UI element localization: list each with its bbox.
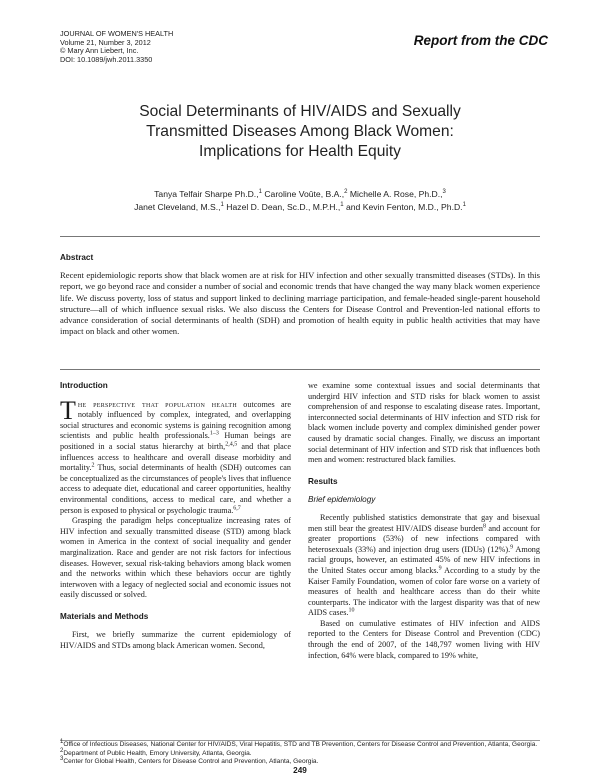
abstract-heading: Abstract bbox=[60, 253, 94, 262]
left-column bbox=[60, 381, 291, 652]
author-name: Hazel D. Dean, Sc.D., M.P.H., bbox=[226, 201, 341, 212]
journal-info bbox=[60, 30, 173, 64]
citation: 1–3 bbox=[209, 430, 219, 437]
author-affil: 3 bbox=[442, 189, 446, 196]
footnote bbox=[60, 738, 540, 750]
author-line-2 bbox=[60, 201, 540, 214]
footnotes bbox=[60, 738, 540, 767]
author-affil: 1 bbox=[220, 201, 224, 208]
journal-name: JOURNAL OF WOMEN'S HEALTH bbox=[60, 29, 174, 38]
author-name: Tanya Telfair Sharpe Ph.D., bbox=[154, 189, 259, 199]
author-name: Janet Cleveland, M.S., bbox=[134, 201, 221, 212]
section-badge: Report from the CDC bbox=[413, 33, 548, 48]
divider bbox=[60, 236, 540, 237]
drop-cap: T bbox=[60, 395, 76, 425]
methods-paragraph-1: First, we briefly summarize the current epidemiology of HIV/AIDS and STDs among black American women. Second, bbox=[60, 630, 291, 651]
footnote bbox=[60, 747, 540, 759]
title-line-1: Social Determinants of HIV/AIDS and Sexually bbox=[139, 103, 461, 120]
intro-text: and that place influences access to healthcare and overall disease morbidity and mortality. bbox=[60, 441, 291, 473]
citation: 2,4,5 bbox=[225, 441, 238, 448]
author-line-1 bbox=[60, 188, 540, 201]
footnote-marker: 2 bbox=[60, 747, 64, 754]
right-paragraph-1: we examine some contextual issues and social determinants that undergird HIV infection and STD risks for black women to assist comprehension of and response to escalating disease rates. Important, interconnected social determinants of HIV infection and STD risk for black women include poverty and complex diminished gender power caused by dramatic social changes. Finally, we discuss an important social determinant of HIV infection and STD risk that influences both men and women: restructured black families. bbox=[308, 381, 540, 465]
footnote-text: Office of Infectious Diseases, National Center for HIV/AIDS, Viral Hepatitis, STD and TB Prevention, Centers for Disease Control and Prevention, Atlanta, Georgia. bbox=[63, 741, 538, 748]
author-name: Caroline Voûte, B.A., bbox=[264, 189, 345, 199]
volume-issue: Volume 21, Number 3, 2012 bbox=[60, 37, 151, 47]
footnote-text: Department of Public Health, Emory University, Atlanta, Georgia. bbox=[63, 749, 252, 757]
intro-lead-in: he perspective that population health bbox=[77, 399, 237, 409]
page-number: 249 bbox=[293, 766, 307, 775]
methods-heading: Materials and Methods bbox=[60, 611, 149, 621]
citation: 2 bbox=[91, 462, 95, 469]
right-column bbox=[308, 381, 540, 661]
citation: 10 bbox=[348, 607, 355, 614]
intro-text: outcomes are notably influenced by complex, integrated, and overlapping social structures and economic systems is gaining recognition among scientists and public health professionals. bbox=[60, 399, 291, 441]
right-paragraph-2 bbox=[308, 513, 540, 619]
title-line-2: Transmitted Diseases Among Black Women: bbox=[146, 123, 454, 140]
author-affil: 1 bbox=[258, 189, 262, 196]
citation: 8 bbox=[483, 522, 486, 529]
author-name: Michelle A. Rose, Ph.D., bbox=[349, 189, 443, 199]
body-text: and account for greater proportions (53%) of new infections compared with heterosexuals (33%) and injection drug users (IDUs) (12%). bbox=[308, 523, 541, 554]
copyright: © Mary Ann Liebert, Inc. bbox=[60, 46, 139, 56]
footnote-marker: 3 bbox=[60, 756, 64, 762]
abstract-text: Recent epidemiologic reports show that black women are at risk for HIV infection and other sexually transmitted diseases (STDs). In this report, we go beyond race and consider a number of social and economic trends that have changed the way many black women experience life. We discuss poverty, loss of status and support linked to declining marriage participation, and female-headed single-parent household structure—all of which influence sexual risks. We also discuss the Centers for Disease Control and Prevention-led national efforts to advance consideration of social determinants of health (SDH) and promotion of health equity in public health activities that may have impact on black and other women. bbox=[60, 270, 540, 337]
author-name: and Kevin Fenton, M.D., Ph.D. bbox=[346, 201, 463, 212]
body-text: Among racial groups, however, an estimated 45% of new HIV infections in the United States occur among blacks. bbox=[308, 544, 540, 575]
body-text: According to a study by the Kaiser Family Foundation, women of color fare worse on a variety of measures of health and healthcare access than do their white counterparts. The indicator with the largest disparity was that of new AIDS cases. bbox=[308, 565, 540, 618]
results-heading: Results bbox=[308, 476, 338, 486]
citation: 9 bbox=[510, 543, 514, 550]
footnote-marker: 1 bbox=[60, 738, 64, 745]
article-title bbox=[60, 102, 540, 162]
footnote-text: Center for Global Health, Centers for Disease Control and Prevention, Atlanta, Georgia. bbox=[63, 758, 319, 766]
author-list bbox=[60, 188, 540, 213]
author-affil: 1 bbox=[340, 201, 344, 208]
brief-epidemiology-heading: Brief epidemiology bbox=[308, 495, 376, 505]
title-line-3: Implications for Health Equity bbox=[199, 143, 401, 160]
intro-text: Thus, social determinants of health (SDH) outcomes can be conceptualized as the circumstances of people's lives that influence access to adequate diet, educational and career opportunities, healthy environmental conditions, access to medical care, and whether a person is exposed to physical or psychologic trauma. bbox=[60, 463, 291, 515]
citation: 6,7 bbox=[233, 504, 241, 511]
author-affil: 2 bbox=[344, 189, 348, 196]
divider bbox=[60, 369, 540, 370]
body-text: Recently published statistics demonstrate that gay and bisexual men still bear the greatest HIV/AIDS disease burden bbox=[308, 512, 540, 533]
author-affil: 1 bbox=[462, 201, 466, 208]
intro-paragraph-1 bbox=[60, 395, 291, 517]
intro-text: Human beings are positioned in a social status hierarchy at birth, bbox=[60, 431, 291, 451]
right-paragraph-3: Based on cumulative estimates of HIV infection and AIDS reported to the Centers for Disease Control and Prevention (CDC) through the end of 2007, of the 148,797 women living with HIV infection, 64% were black, compared to 19% white, bbox=[308, 618, 540, 660]
introduction-heading: Introduction bbox=[60, 381, 108, 390]
doi: DOI: 10.1089/jwh.2011.3350 bbox=[60, 54, 153, 64]
citation: 9 bbox=[438, 565, 442, 572]
intro-paragraph-2: Grasping the paradigm helps conceptualize increasing rates of HIV infection and sexually transmitted disease (STD) among black women in America in the context of social inequality and gender marginalization. Race and gender are not risk factors for infectious diseases. However, sexual risk-taking behaviors among black women and the networks within which these behaviors occur are tightly interwoven with a legacy of neglected social and economic issues not easily discussed or solved. bbox=[60, 516, 291, 600]
